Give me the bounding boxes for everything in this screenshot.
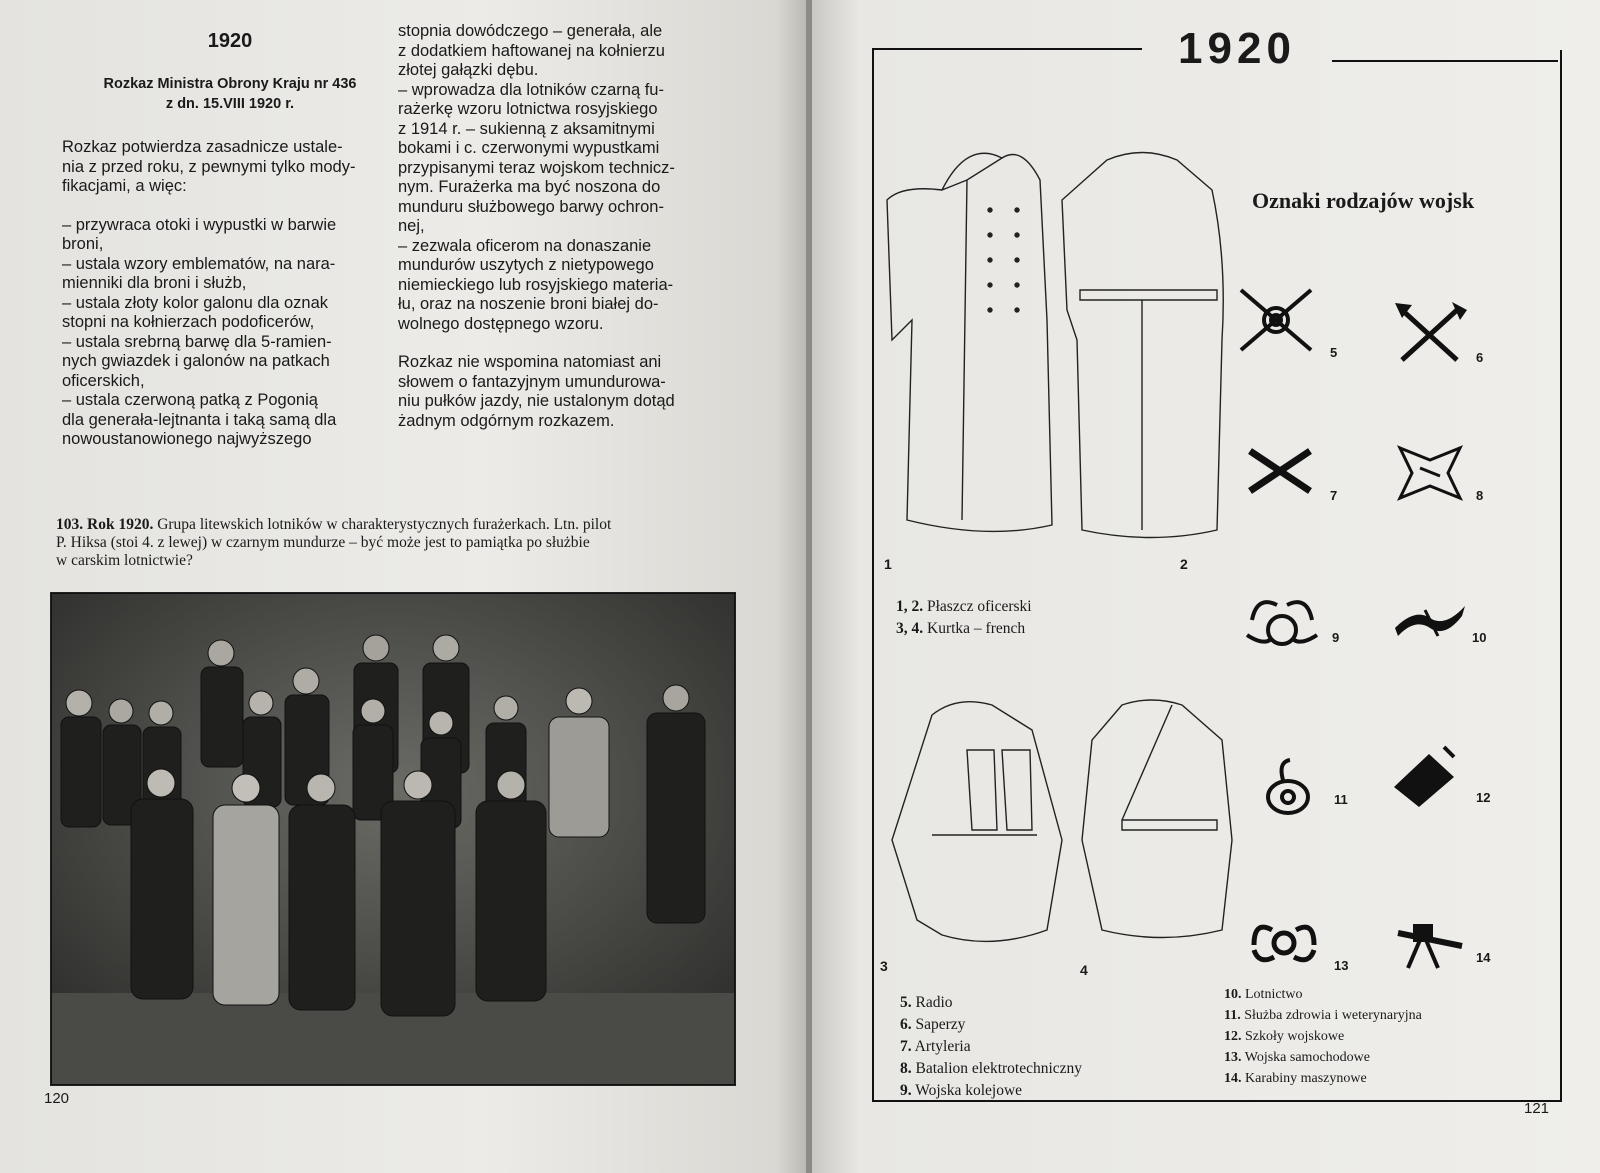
text-line: – ustala srebrną barwę dla 5-ramien- — [62, 332, 332, 351]
radio-insignia-icon — [1236, 285, 1316, 355]
insignia-number: 8 — [1476, 488, 1484, 503]
text-line: łu, oraz na noszenie broni białej do- — [398, 295, 659, 313]
figure-number: 2 — [1180, 556, 1188, 572]
text-line: broni, — [62, 235, 104, 253]
text-line: rażerkę wzoru lotnictwa rosyjskiego — [398, 100, 658, 118]
insignia-number: 7 — [1330, 488, 1338, 503]
legend-text: Wojska samochodowe — [1241, 1050, 1370, 1065]
text-line: wolnego dostępnego wzoru. — [398, 314, 604, 333]
legend-num: 8. — [900, 1060, 912, 1077]
text-line: z dodatkiem haftowanej na kołnierzu — [398, 41, 665, 60]
text-line: nia z przed roku, z pewnymi tylko mody- — [62, 157, 356, 176]
legend-num: 9. — [900, 1082, 912, 1099]
caption-label: 103. Rok 1920. — [56, 516, 154, 533]
text-line: – zezwala oficerom na donaszanie — [398, 236, 652, 255]
text-line: słowem o fantazyjnym umundurowa- — [398, 372, 666, 391]
figure-number: 4 — [1080, 962, 1088, 978]
text-column-2 — [398, 22, 740, 431]
legend-item — [1224, 1047, 1422, 1068]
legend-item — [900, 1080, 1082, 1102]
caption-text: Grupa litewskich lotników w charakterystycznych furażerkach. Ltn. pilot — [153, 516, 612, 533]
insignia-number: 11 — [1334, 792, 1348, 807]
uniform-legend — [896, 596, 1032, 640]
frame-rule — [872, 48, 1142, 50]
text-line: Rozkaz nie wspomina natomiast ani — [398, 353, 662, 371]
uniform-drawings — [872, 140, 1252, 1000]
artillery-insignia-icon — [1240, 436, 1320, 506]
group-photo — [50, 592, 736, 1086]
text-line: – ustala czerwoną patką z Pogonią — [62, 391, 318, 409]
legend-num: 11. — [1224, 1008, 1241, 1023]
text-column-1 — [62, 138, 374, 450]
text-line: z 1914 r. – sukienną z aksamitnymi — [398, 119, 655, 138]
legend-num: 12. — [1224, 1029, 1242, 1044]
insignia-number: 6 — [1476, 350, 1484, 365]
electrotechnical-insignia-icon — [1390, 438, 1470, 508]
caption-text: w carskim lotnictwie? — [56, 552, 193, 569]
figure-number: 1 — [884, 556, 892, 572]
legend-text: Karabiny maszynowe — [1241, 1071, 1367, 1086]
text-line: złotej gałązki dębu. — [398, 61, 539, 79]
legend-text: Lotnictwo — [1241, 987, 1303, 1002]
text-line: Rozkaz potwierdza zasadnicze ustale- — [62, 138, 343, 156]
insignia-number: 10 — [1472, 630, 1487, 645]
text-line: przypisanymi teraz wojskom technicz- — [398, 158, 675, 177]
legend-text: Wojska kolejowe — [911, 1082, 1023, 1099]
legend-item — [1224, 1068, 1422, 1089]
legend-item — [900, 1036, 1082, 1058]
text-line: bokami i c. czerwonymi wypustkami — [398, 139, 660, 157]
caption-text: P. Hiksa (stoi 4. z lewej) w czarnym mundurze – być może jest to pamiątka po służbie — [56, 534, 590, 551]
sappers-insignia-icon — [1392, 300, 1472, 370]
legend-text: Szkoły wojskowe — [1241, 1029, 1345, 1044]
legend-num: 14. — [1224, 1071, 1242, 1086]
medical-insignia-icon — [1248, 752, 1328, 822]
plate-year-heading: 1920 — [1178, 24, 1296, 73]
machine-guns-insignia-icon — [1390, 908, 1470, 978]
section-year-heading: 1920 — [207, 30, 253, 52]
military-schools-insignia-icon — [1384, 742, 1464, 812]
legend-item — [896, 596, 1032, 618]
text-line: nych gwiazdek i galonów na patkach — [62, 352, 330, 370]
text-line: oficerskich, — [62, 371, 145, 390]
legend-item — [1224, 984, 1422, 1005]
text-line: dla generała-lejtnanta i taką samą dla — [62, 410, 337, 429]
text-line: nej, — [398, 217, 425, 235]
legend-text: Artyleria — [911, 1038, 971, 1055]
insignia-number: 13 — [1334, 958, 1349, 973]
insignia-number: 9 — [1332, 630, 1340, 645]
legend-item — [1224, 1026, 1422, 1047]
legend-num: 7. — [900, 1038, 912, 1055]
text-line: fikacjami, a więc: — [62, 177, 187, 195]
legend-text: Kurtka – french — [923, 620, 1026, 637]
text-line: munduru służbowego barwy ochron- — [398, 197, 664, 216]
railway-insignia-icon — [1242, 585, 1322, 655]
right-page — [812, 0, 1600, 1173]
text-line: – ustala złoty kolor galonu dla oznak — [62, 293, 328, 312]
text-line: żadnym odgórnym rozkazem. — [398, 411, 615, 430]
figure-number: 3 — [880, 958, 888, 974]
insignia-number: 5 — [1330, 345, 1338, 360]
legend-text: Saperzy — [911, 1016, 966, 1033]
text-line: stopni na kołnierzach podoficerów, — [62, 313, 315, 331]
text-line: nowoustanowionego najwyższego — [62, 430, 312, 448]
text-line: mundurów uszytych z nietypowego — [398, 256, 654, 274]
legend-num: 10. — [1224, 987, 1242, 1002]
page-number-left: 120 — [44, 1090, 70, 1107]
order-date: z dn. 15.VIII 1920 r. — [165, 96, 295, 112]
order-title: Rozkaz Ministra Obrony Kraju nr 436 — [103, 76, 357, 92]
legend-num: 13. — [1224, 1050, 1242, 1065]
motor-troops-insignia-icon — [1244, 905, 1324, 975]
text-line: stopnia dowódczego – generała, ale — [398, 22, 663, 40]
insignia-number: 12 — [1476, 790, 1491, 805]
text-line: – wprowadza dla lotników czarną fu- — [398, 80, 664, 99]
aviation-insignia-icon — [1390, 588, 1470, 658]
legend-text: Radio — [911, 994, 953, 1011]
text-line: – przywraca otoki i wypustki w barwie — [62, 215, 337, 234]
legend-item — [900, 992, 1082, 1014]
legend-num: 5. — [900, 994, 912, 1011]
text-line: – ustala wzory emblematów, na nara- — [62, 254, 336, 273]
text-line: niu pułków jazdy, nie ustalonym dotąd — [398, 392, 675, 410]
page-number-right: 121 — [1524, 1100, 1550, 1117]
legend-num: 3, 4. — [896, 620, 924, 637]
photo-caption — [56, 516, 746, 570]
legend-item — [900, 1058, 1082, 1080]
text-line: mienniki dla broni i służb, — [62, 274, 247, 292]
insignia-legend-right — [1224, 984, 1422, 1089]
legend-item — [1224, 1005, 1422, 1026]
legend-item — [900, 1014, 1082, 1036]
insignia-title: Oznaki rodzajów wojsk — [1252, 188, 1475, 213]
text-line: niemieckiego lub rosyjskiego materia- — [398, 275, 674, 294]
legend-text: Płaszcz oficerski — [923, 598, 1032, 615]
legend-num: 6. — [900, 1016, 912, 1033]
legend-text: Batalion elektrotechniczny — [911, 1060, 1083, 1077]
frame-rule — [1332, 60, 1558, 62]
insignia-legend-left — [900, 992, 1082, 1102]
legend-item — [896, 618, 1032, 640]
legend-text: Służba zdrowia i weterynaryjna — [1240, 1008, 1422, 1023]
insignia-number: 14 — [1476, 950, 1491, 965]
text-line: nym. Furażerka ma być noszona do — [398, 178, 661, 196]
legend-num: 1, 2. — [896, 598, 924, 615]
